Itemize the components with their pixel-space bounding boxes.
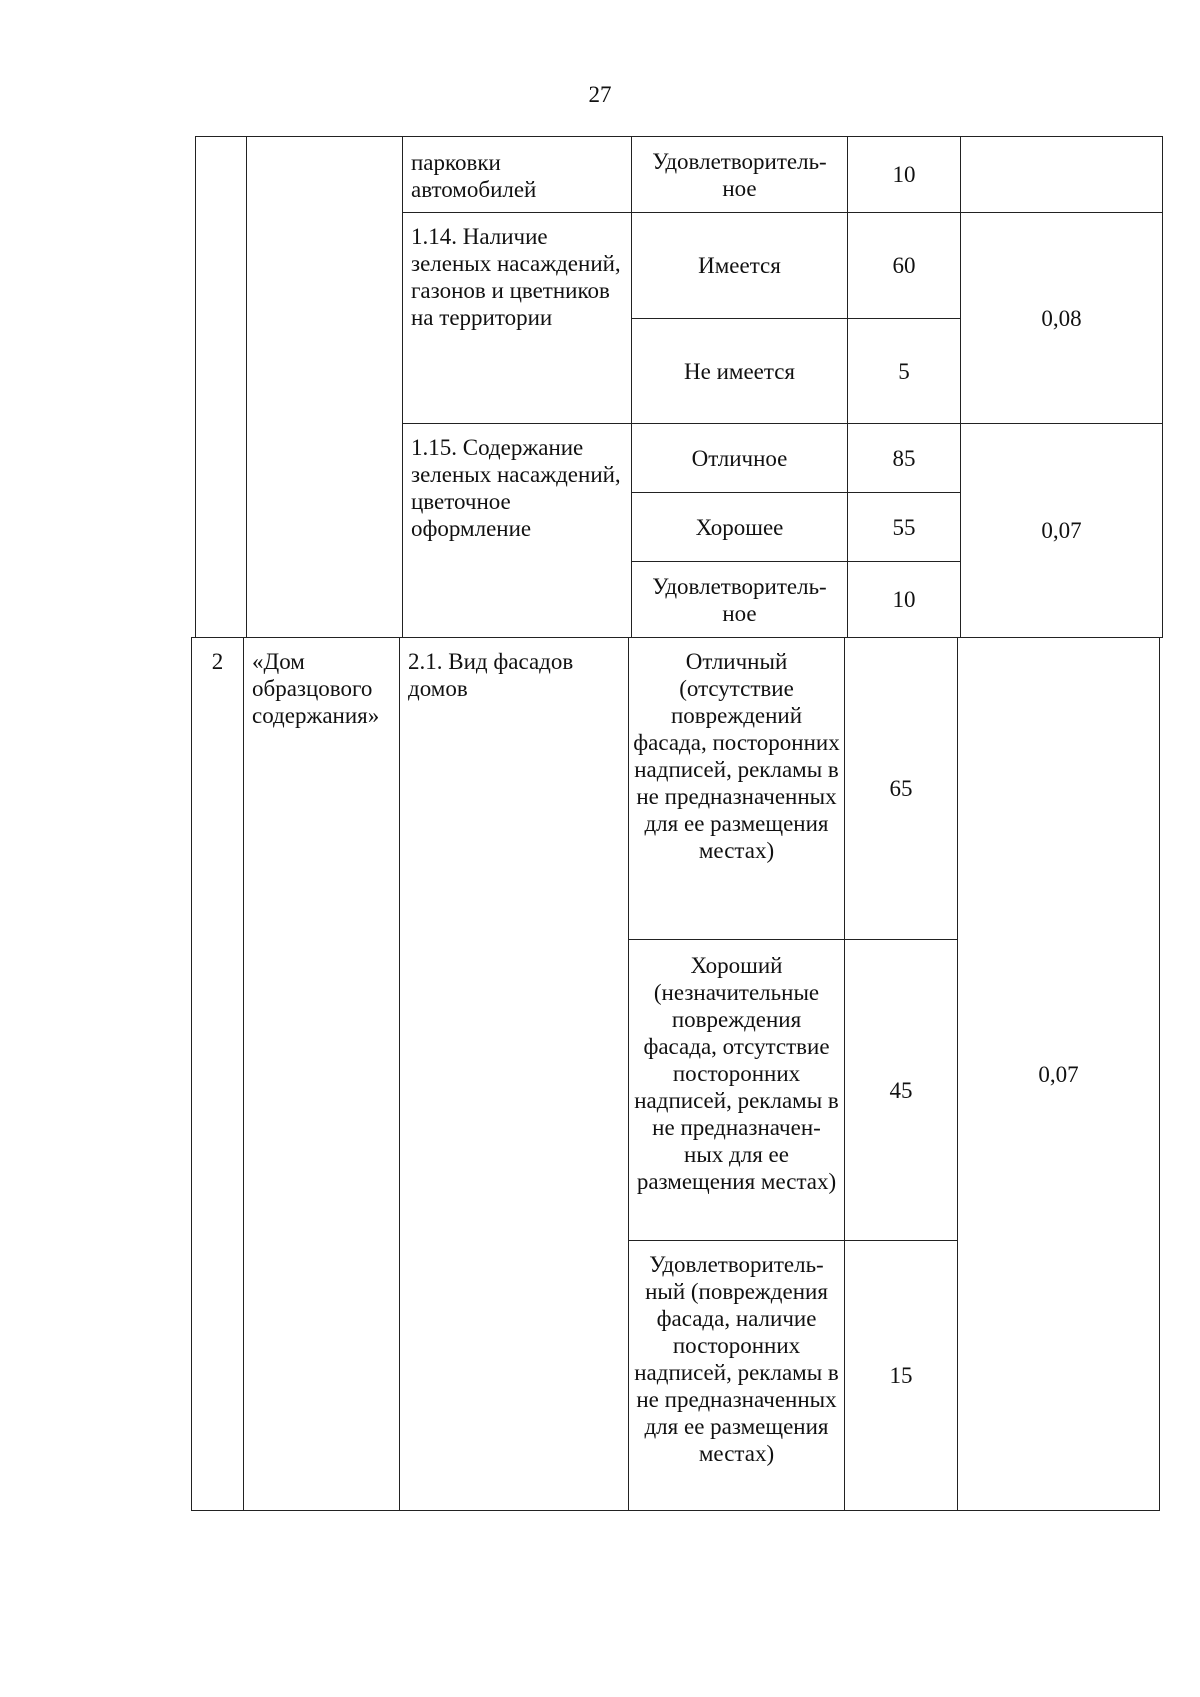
option-score-cell: 15: [844, 1240, 958, 1511]
option-label-cell: Имеется: [631, 212, 848, 319]
option-label-cell: Отличное: [631, 423, 848, 493]
option-score-cell: 10: [847, 136, 961, 213]
row-number-cell: [195, 136, 247, 638]
criterion-cell-2-1: 2.1. Вид фасадов домов: [399, 637, 629, 1511]
option-label-cell: Отличный (отсутствие повреждений фасада, посторонних надписей, рекламы в не предназначенных для ее размещения местах): [628, 637, 845, 940]
option-score-cell: 55: [847, 492, 961, 562]
criterion-cell-continued: парковки автомобилей: [402, 136, 632, 213]
weight-cell-2-1: 0,07: [957, 637, 1160, 1511]
option-score-cell: 85: [847, 423, 961, 493]
option-label-cell: Удовлетворитель-ное: [631, 136, 848, 213]
option-score-cell: 60: [847, 212, 961, 319]
option-label-cell: Удовлетворитель-ный (повреждения фасада, наличие посторонних надписей, рекламы в не предназначенных для ее размещения местах): [628, 1240, 845, 1511]
weight-cell-1-15: 0,07: [960, 423, 1163, 638]
option-score-cell: 10: [847, 561, 961, 638]
page-number: 27: [588, 82, 612, 107]
option-label-cell: Не имеется: [631, 318, 848, 424]
weight-cell-1-14: 0,08: [960, 212, 1163, 424]
row-number-cell: 2: [191, 637, 244, 1511]
option-score-cell: 5: [847, 318, 961, 424]
option-score-cell: 65: [844, 637, 958, 940]
criterion-cell-1-15: 1.15. Содержание зеленых насаждений, цветочное оформление: [402, 423, 632, 638]
weight-cell: [960, 136, 1163, 213]
nomination-cell: [246, 136, 403, 638]
option-label-cell: Удовлетворитель-ное: [631, 561, 848, 638]
option-score-cell: 45: [844, 939, 958, 1241]
option-label-cell: Хорошее: [631, 492, 848, 562]
nomination-cell: «Дом образцового содержания»: [243, 637, 400, 1511]
criterion-cell-1-14: 1.14. Наличие зеленых насаждений, газонов и цветников на территории: [402, 212, 632, 424]
option-label-cell: Хороший (незначительные повреждения фасада, отсутствие посторонних надписей, рекламы в не предназначен-ных для ее размещения местах): [628, 939, 845, 1241]
